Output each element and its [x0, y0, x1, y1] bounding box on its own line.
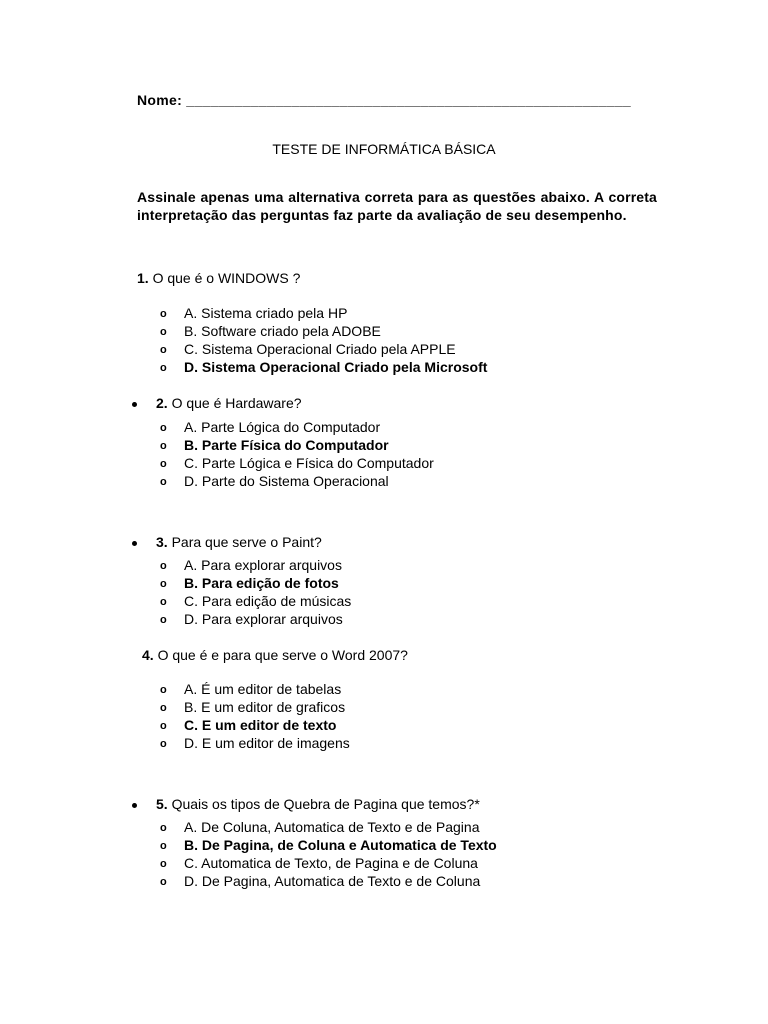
q2-option-a: A. Parte Lógica do Computador — [184, 419, 381, 435]
option-marker: o — [160, 858, 167, 870]
option-marker: o — [160, 326, 167, 338]
option-marker: o — [160, 840, 167, 852]
q1-option-b: B. Software criado pela ADOBE — [184, 323, 381, 339]
option-marker: o — [160, 578, 167, 590]
q5-option-c: C. Automatica de Texto, de Pagina e de Coluna — [184, 855, 478, 871]
question-text: O que é o WINDOWS ? — [148, 270, 301, 286]
q3-option-c: C. Para edição de músicas — [184, 593, 352, 609]
option-marker: o — [160, 822, 167, 834]
page-title: TESTE DE INFORMÁTICA BÁSICA — [272, 141, 496, 157]
q3-option-a: A. Para explorar arquivos — [184, 557, 342, 573]
question-number: 4. — [142, 647, 154, 663]
question-number: 3. — [156, 534, 168, 550]
question-text: O que é e para que serve o Word 2007? — [153, 647, 408, 663]
option-marker: o — [160, 362, 167, 374]
option-marker: o — [160, 720, 167, 732]
q5-option-b-correct: B. De Pagina, de Coluna e Automatica de Texto — [184, 837, 497, 853]
bullet-dot — [132, 402, 137, 407]
q1-option-d-correct: D. Sistema Operacional Criado pela Microsoft — [184, 359, 488, 375]
q5-option-d: D. De Pagina, Automatica de Texto e de Coluna — [184, 873, 481, 889]
q3-option-d: D. Para explorar arquivos — [184, 611, 343, 627]
question-text: O que é Hardaware? — [167, 395, 302, 411]
question-text: Para que serve o Paint? — [167, 534, 322, 550]
option-marker: o — [160, 560, 167, 572]
question-number: 5. — [156, 796, 168, 812]
option-marker: o — [160, 702, 167, 714]
question-number: 2. — [156, 395, 168, 411]
option-marker: o — [160, 458, 167, 470]
question-5 — [156, 796, 480, 812]
option-marker: o — [160, 422, 167, 434]
option-marker: o — [160, 476, 167, 488]
option-marker: o — [160, 876, 167, 888]
q4-option-b: B. E um editor de graficos — [184, 699, 346, 715]
q2-option-c: C. Parte Lógica e Física do Computador — [184, 455, 434, 471]
question-3 — [156, 534, 322, 550]
option-marker: o — [160, 344, 167, 356]
question-text: Quais os tipos de Quebra de Pagina que temos?* — [167, 796, 480, 812]
q4-option-d: D. E um editor de imagens — [184, 735, 350, 751]
option-marker: o — [160, 738, 167, 750]
question-1 — [137, 270, 300, 286]
option-marker: o — [160, 308, 167, 320]
option-marker: o — [160, 614, 167, 626]
q3-option-b-correct: B. Para edição de fotos — [184, 575, 339, 591]
question-number: 1. — [137, 270, 149, 286]
bullet-dot — [132, 541, 137, 546]
instructions: Assinale apenas uma alternativa correta para as questões abaixo. A correta interpretação das perguntas faz parte da avaliação de seu desempenho. — [137, 189, 657, 223]
question-2 — [156, 395, 302, 411]
q2-option-b-correct: B. Parte Física do Computador — [184, 437, 389, 453]
option-marker: o — [160, 596, 167, 608]
bullet-dot — [132, 803, 137, 808]
option-marker: o — [160, 684, 167, 696]
q4-option-c-correct: C. E um editor de texto — [184, 717, 337, 733]
name-field-label: Nome: _______________________________________________________ — [137, 92, 631, 108]
q2-option-d: D. Parte do Sistema Operacional — [184, 473, 389, 489]
q1-option-c: C. Sistema Operacional Criado pela APPLE — [184, 341, 456, 357]
option-marker: o — [160, 440, 167, 452]
q4-option-a: A. É um editor de tabelas — [184, 681, 342, 697]
q1-option-a: A. Sistema criado pela HP — [184, 305, 348, 321]
question-4 — [142, 647, 408, 663]
q5-option-a: A. De Coluna, Automatica de Texto e de Pagina — [184, 819, 480, 835]
